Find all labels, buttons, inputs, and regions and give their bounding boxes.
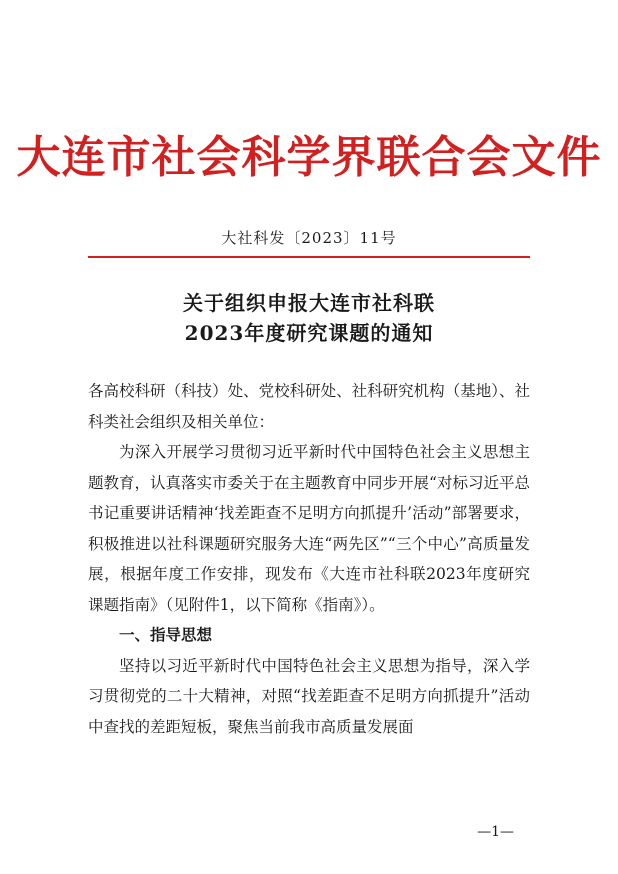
red-separator-line: [88, 256, 530, 258]
intro-paragraph: 为深入开展学习贯彻习近平新时代中国特色社会主义思想主题教育，认真落实市委关于在主题教育中同步开展“对标习近平总书记重要讲话精神‘找差距查不足明方向抓提升’活动”部署要求，积极推进以社科课题研究服务大连“两先区”“三个中心”高质量发展，根据年度工作安排，现发布《大连市社科联2023年度研究课题指南》（见附件1，以下简称《指南》）。: [88, 443, 530, 614]
issuer-header-title: 大连市社会科学界联合会文件: [16, 132, 602, 183]
page-number: —1—: [477, 824, 514, 840]
notice-title-line-2: 2023年度研究课题的通知: [184, 321, 434, 345]
notice-title: [0, 288, 618, 348]
document-number: 大社科发〔2023〕11号: [221, 229, 397, 247]
section-heading-guiding-thought: 一、指导思想: [119, 626, 213, 644]
salutation: 各高校科研（科技）处、党校科研处、社科研究机构（基地）、社科类社会组织及相关单位：: [88, 382, 530, 431]
notice-title-line-1: 关于组织申报大连市社科联: [183, 291, 435, 315]
document-body: [88, 376, 530, 742]
guiding-thought-paragraph: 坚持以习近平新时代中国特色社会主义思想为指导，深入学习贯彻党的二十大精神，对照“找差距查不足明方向抓提升”活动中查找的差距短板，聚焦当前我市高质量发展面: [88, 656, 530, 736]
